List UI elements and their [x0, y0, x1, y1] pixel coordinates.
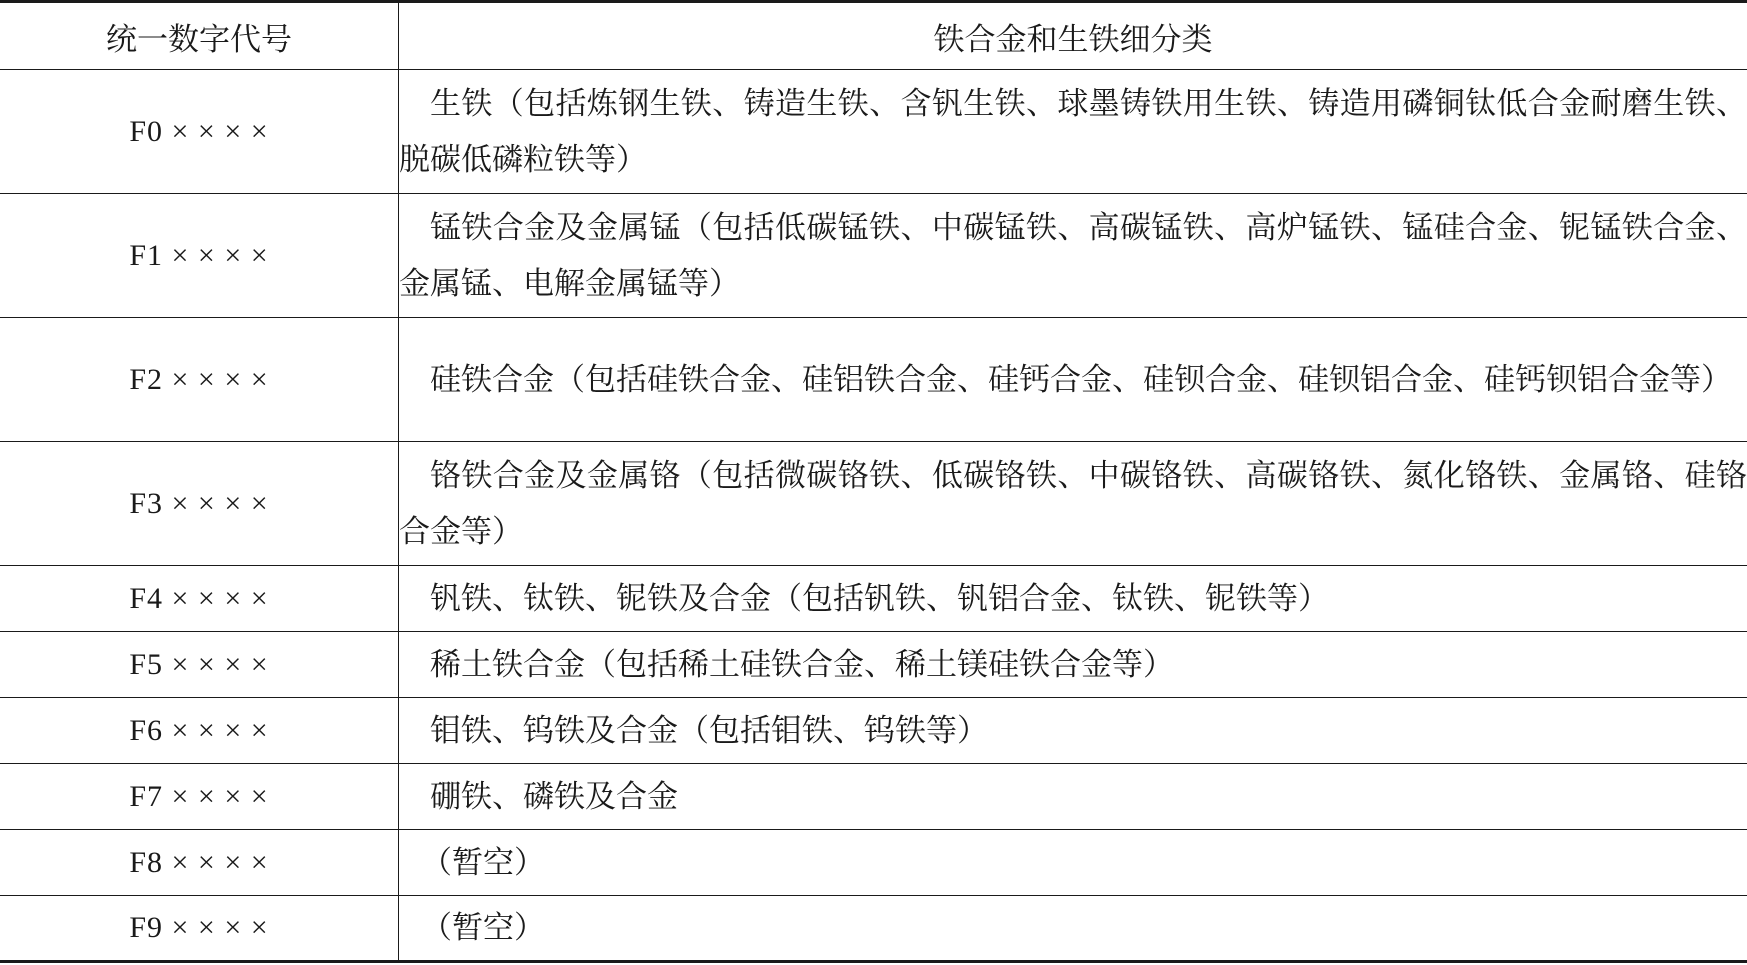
header-code: 统一数字代号	[0, 2, 399, 70]
row-description: 铬铁合金及金属铬（包括微碳铬铁、低碳铬铁、中碳铬铁、高碳铬铁、氮化铬铁、金属铬、硅铬合金等）	[399, 442, 1747, 566]
header-row	[0, 2, 1747, 70]
table-row	[0, 698, 1747, 764]
row-code: F9 × × × ×	[0, 896, 399, 962]
header-classification: 铁合金和生铁细分类	[399, 2, 1747, 70]
row-description: 硅铁合金（包括硅铁合金、硅铝铁合金、硅钙合金、硅钡合金、硅钡铝合金、硅钙钡铝合金等）	[399, 318, 1747, 442]
table-row	[0, 896, 1747, 962]
row-description: （暂空）	[399, 830, 1747, 896]
row-code: F5 × × × ×	[0, 632, 399, 698]
row-description: 钒铁、钛铁、铌铁及合金（包括钒铁、钒铝合金、钛铁、铌铁等）	[399, 566, 1747, 632]
row-description: 硼铁、磷铁及合金	[399, 764, 1747, 830]
table-row	[0, 318, 1747, 442]
row-description: （暂空）	[399, 896, 1747, 962]
row-code: F3 × × × ×	[0, 442, 399, 566]
row-code: F2 × × × ×	[0, 318, 399, 442]
table-row	[0, 194, 1747, 318]
row-description: 生铁（包括炼钢生铁、铸造生铁、含钒生铁、球墨铸铁用生铁、铸造用磷铜钛低合金耐磨生铁、脱碳低磷粒铁等）	[399, 70, 1747, 194]
row-code: F7 × × × ×	[0, 764, 399, 830]
row-description: 钼铁、钨铁及合金（包括钼铁、钨铁等）	[399, 698, 1747, 764]
table-row	[0, 830, 1747, 896]
table-row	[0, 566, 1747, 632]
table-row	[0, 632, 1747, 698]
row-description: 锰铁合金及金属锰（包括低碳锰铁、中碳锰铁、高碳锰铁、高炉锰铁、锰硅合金、铌锰铁合金、金属锰、电解金属锰等）	[399, 194, 1747, 318]
table-row	[0, 764, 1747, 830]
row-code: F0 × × × ×	[0, 70, 399, 194]
table-row	[0, 442, 1747, 566]
row-code: F6 × × × ×	[0, 698, 399, 764]
table-header	[0, 2, 1747, 70]
table-row	[0, 70, 1747, 194]
row-description: 稀土铁合金（包括稀土硅铁合金、稀土镁硅铁合金等）	[399, 632, 1747, 698]
row-code: F1 × × × ×	[0, 194, 399, 318]
table-body	[0, 70, 1747, 962]
row-code: F8 × × × ×	[0, 830, 399, 896]
row-code: F4 × × × ×	[0, 566, 399, 632]
